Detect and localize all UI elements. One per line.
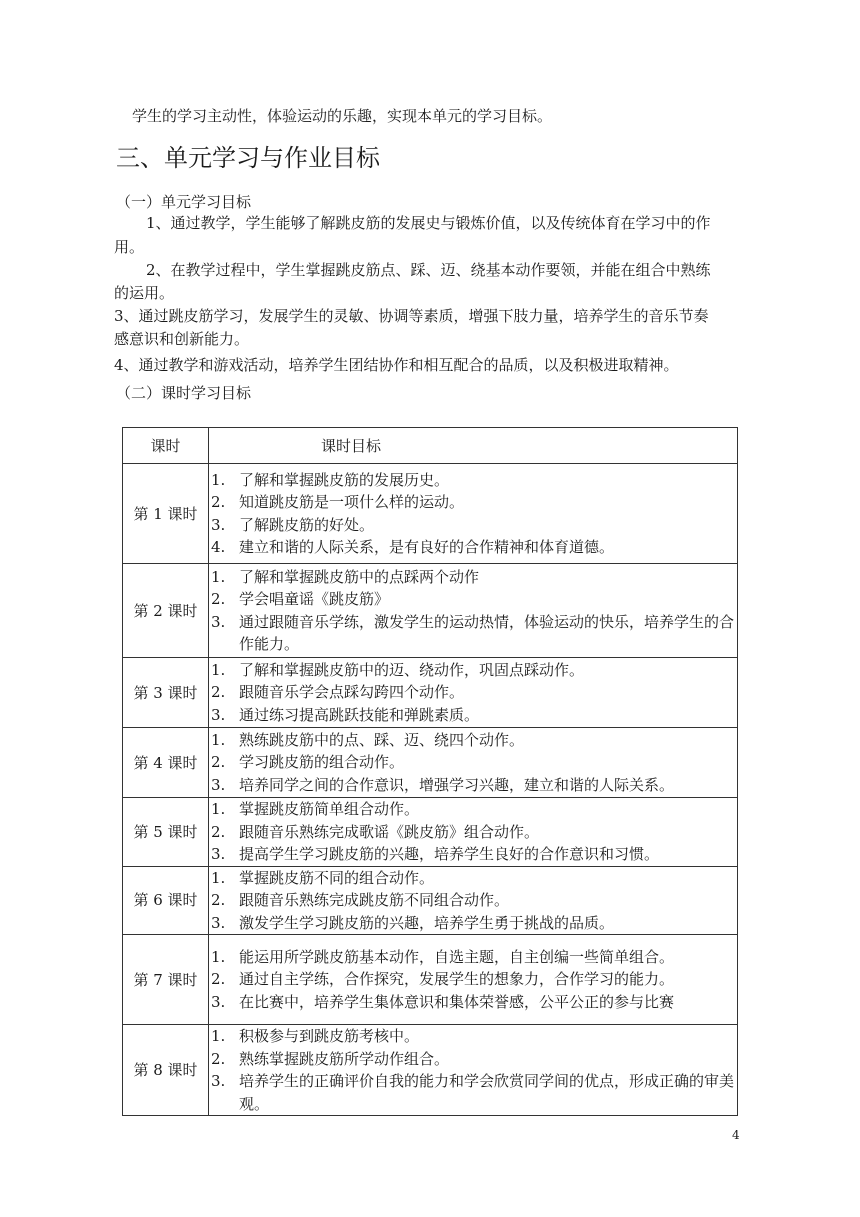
lesson-goals-cell [209,935,738,1025]
goal-number: 1. [211,470,226,489]
list-item [209,729,737,752]
intro-line: 学生的学习主动性，体验运动的乐趣，实现本单元的学习目标。 [132,107,553,125]
lesson-label: 第 8 课时 [123,1025,209,1116]
table-row [123,728,738,798]
table-row [123,935,738,1025]
goal-number: 2. [211,493,226,511]
goal-text: 学会唱童谣《跳皮筋》 [239,590,390,608]
goal-text: 通过练习提高跳跃技能和弹跳素质。 [239,705,480,724]
lesson-goals-cell [209,866,738,935]
goal-text: 了解和掌握跳皮筋中的点踩两个动作 [239,567,480,586]
lesson-goals-heading: （二）课时学习目标 [116,384,252,402]
list-item [209,821,737,844]
goal-number: 2. [211,891,226,909]
list-item [209,798,737,821]
goal-text: 在比赛中，培养学生集体意识和集体荣誉感，公平公正的参与比赛 [239,992,675,1011]
list-item [209,867,737,890]
goal-text: 培养同学之间的合作意识，增强学习兴趣，建立和谐的人际关系。 [239,775,675,794]
goal-list [209,946,737,1014]
goal-text: 激发学生学习跳皮筋的兴趣，培养学生勇于挑战的品质。 [239,913,615,932]
goal-list [209,1025,737,1115]
goal-number: 1. [211,567,226,586]
list-item [209,1025,737,1048]
list-item [209,991,737,1014]
goal-number: 3. [211,913,226,932]
goal-text: 培养学生的正确评价自我的能力和学会欣赏同学间的优点，形成正确的审美观。 [239,1072,735,1113]
goal-text: 积极参与到跳皮筋考核中。 [239,1027,420,1045]
goal-text: 跟随音乐熟练完成跳皮筋不同组合动作。 [239,891,510,909]
goal-text: 了解跳皮筋的好处。 [239,515,375,534]
goal-text: 建立和谐的人际关系，是有良好的合作精神和体育道德。 [239,538,615,556]
list-item [209,889,737,912]
list-item [209,968,737,991]
lesson-goals-cell [209,798,738,867]
goal-number: 4. [211,538,226,556]
goal-number: 3. [211,1072,226,1090]
goal-number: 3. [211,705,226,724]
unit-goal-1a: 1、通过教学，学生能够了解跳皮筋的发展史与锻炼价值，以及传统体育在学习中的作 [146,214,711,232]
goal-text: 跟随音乐学会点踩勾跨四个动作。 [239,683,465,702]
goal-text: 学习跳皮筋的组合动作。 [239,753,405,772]
goal-number: 3. [211,612,226,631]
list-item [209,611,737,656]
table-row [123,1025,738,1116]
goal-number: 3. [211,515,226,534]
goal-number: 1. [211,868,226,887]
lesson-label: 第 7 课时 [123,935,209,1025]
page-number: 4 [732,1128,740,1142]
goal-number: 1. [211,1027,226,1045]
goal-text: 提高学生学习跳皮筋的兴趣，培养学生良好的合作意识和习惯。 [239,845,660,863]
goal-list [209,469,737,559]
lesson-goals-cell [209,658,738,728]
unit-goal-1b: 用。 [114,238,145,256]
goal-list [209,867,737,935]
lesson-goals-table [122,427,738,1116]
goal-text: 掌握跳皮筋简单组合动作。 [239,800,420,818]
goal-list [209,798,737,866]
table-row [123,464,738,564]
unit-goals-heading: （一）单元学习目标 [116,193,252,211]
goal-number: 1. [211,730,226,749]
list-item [209,536,737,559]
lesson-label: 第 3 课时 [123,658,209,728]
lesson-goals-cell [209,728,738,798]
list-item [209,514,737,537]
list-item [209,912,737,935]
header-goals: 课时目标 [209,428,738,464]
goal-list [209,566,737,656]
goal-text: 掌握跳皮筋不同的组合动作。 [239,868,435,887]
lesson-label: 第 1 课时 [123,464,209,564]
table-row [123,658,738,728]
goal-text: 通过跟随音乐学练，激发学生的运动热情，体验运动的快乐，培养学生的合作能力。 [239,612,735,653]
goal-text: 知道跳皮筋是一项什么样的运动。 [239,493,465,511]
goal-number: 1. [211,947,226,966]
list-item [209,843,737,866]
goal-number: 3. [211,845,226,863]
unit-goal-3a: 3、通过跳皮筋学习，发展学生的灵敏、协调等素质，增强下肢力量，培养学生的音乐节奏 [114,307,709,325]
goal-number: 2. [211,590,226,608]
goal-text: 熟练跳皮筋中的点、踩、迈、绕四个动作。 [239,730,525,749]
lesson-goals-cell [209,1025,738,1116]
table-header-row [123,428,738,464]
goal-text: 熟练掌握跳皮筋所学动作组合。 [239,1049,450,1068]
goal-number: 2. [211,822,226,841]
goal-number: 1. [211,800,226,818]
goal-number: 3. [211,775,226,794]
goal-list [209,729,737,797]
table-row [123,564,738,658]
section-title: 三、单元学习与作业目标 [116,144,380,172]
list-item [209,566,737,589]
list-item [209,774,737,797]
unit-goal-4: 4、通过教学和游戏活动，培养学生团结协作和相互配合的品质，以及积极进取精神。 [114,356,679,374]
goal-number: 2. [211,1049,226,1068]
goal-text: 通过自主学练，合作探究，发展学生的想象力，合作学习的能力。 [239,970,675,989]
list-item [209,704,737,727]
list-item [209,946,737,969]
lesson-goals-cell [209,564,738,658]
goal-text: 了解和掌握跳皮筋中的迈、绕动作，巩固点踩动作。 [239,660,585,679]
list-item [209,659,737,682]
lesson-label: 第 2 课时 [123,564,209,658]
goal-number: 2. [211,683,226,702]
lesson-label: 第 5 课时 [123,798,209,867]
goal-number: 3. [211,992,226,1011]
table-row [123,798,738,867]
list-item [209,681,737,704]
unit-goal-3b: 感意识和创新能力。 [114,330,250,348]
unit-goal-2a: 2、在教学过程中，学生掌握跳皮筋点、踩、迈、绕基本动作要领，并能在组合中熟练 [146,261,711,279]
unit-goal-2b: 的运用。 [114,284,175,302]
list-item [209,1070,737,1115]
table-row [123,866,738,935]
header-lesson: 课时 [123,428,209,464]
list-item [209,491,737,514]
goal-number: 2. [211,753,226,772]
list-item [209,588,737,611]
goal-text: 了解和掌握跳皮筋的发展历史。 [239,470,450,489]
goal-list [209,659,737,727]
list-item [209,1048,737,1071]
lesson-label: 第 4 课时 [123,728,209,798]
lesson-goals-cell [209,464,738,564]
goal-number: 2. [211,970,226,989]
goal-number: 1. [211,660,226,679]
goal-text: 跟随音乐熟练完成歌谣《跳皮筋》组合动作。 [239,822,540,841]
list-item [209,469,737,492]
goal-text: 能运用所学跳皮筋基本动作，自选主题，自主创编一些简单组合。 [239,947,675,966]
list-item [209,751,737,774]
lesson-label: 第 6 课时 [123,866,209,935]
